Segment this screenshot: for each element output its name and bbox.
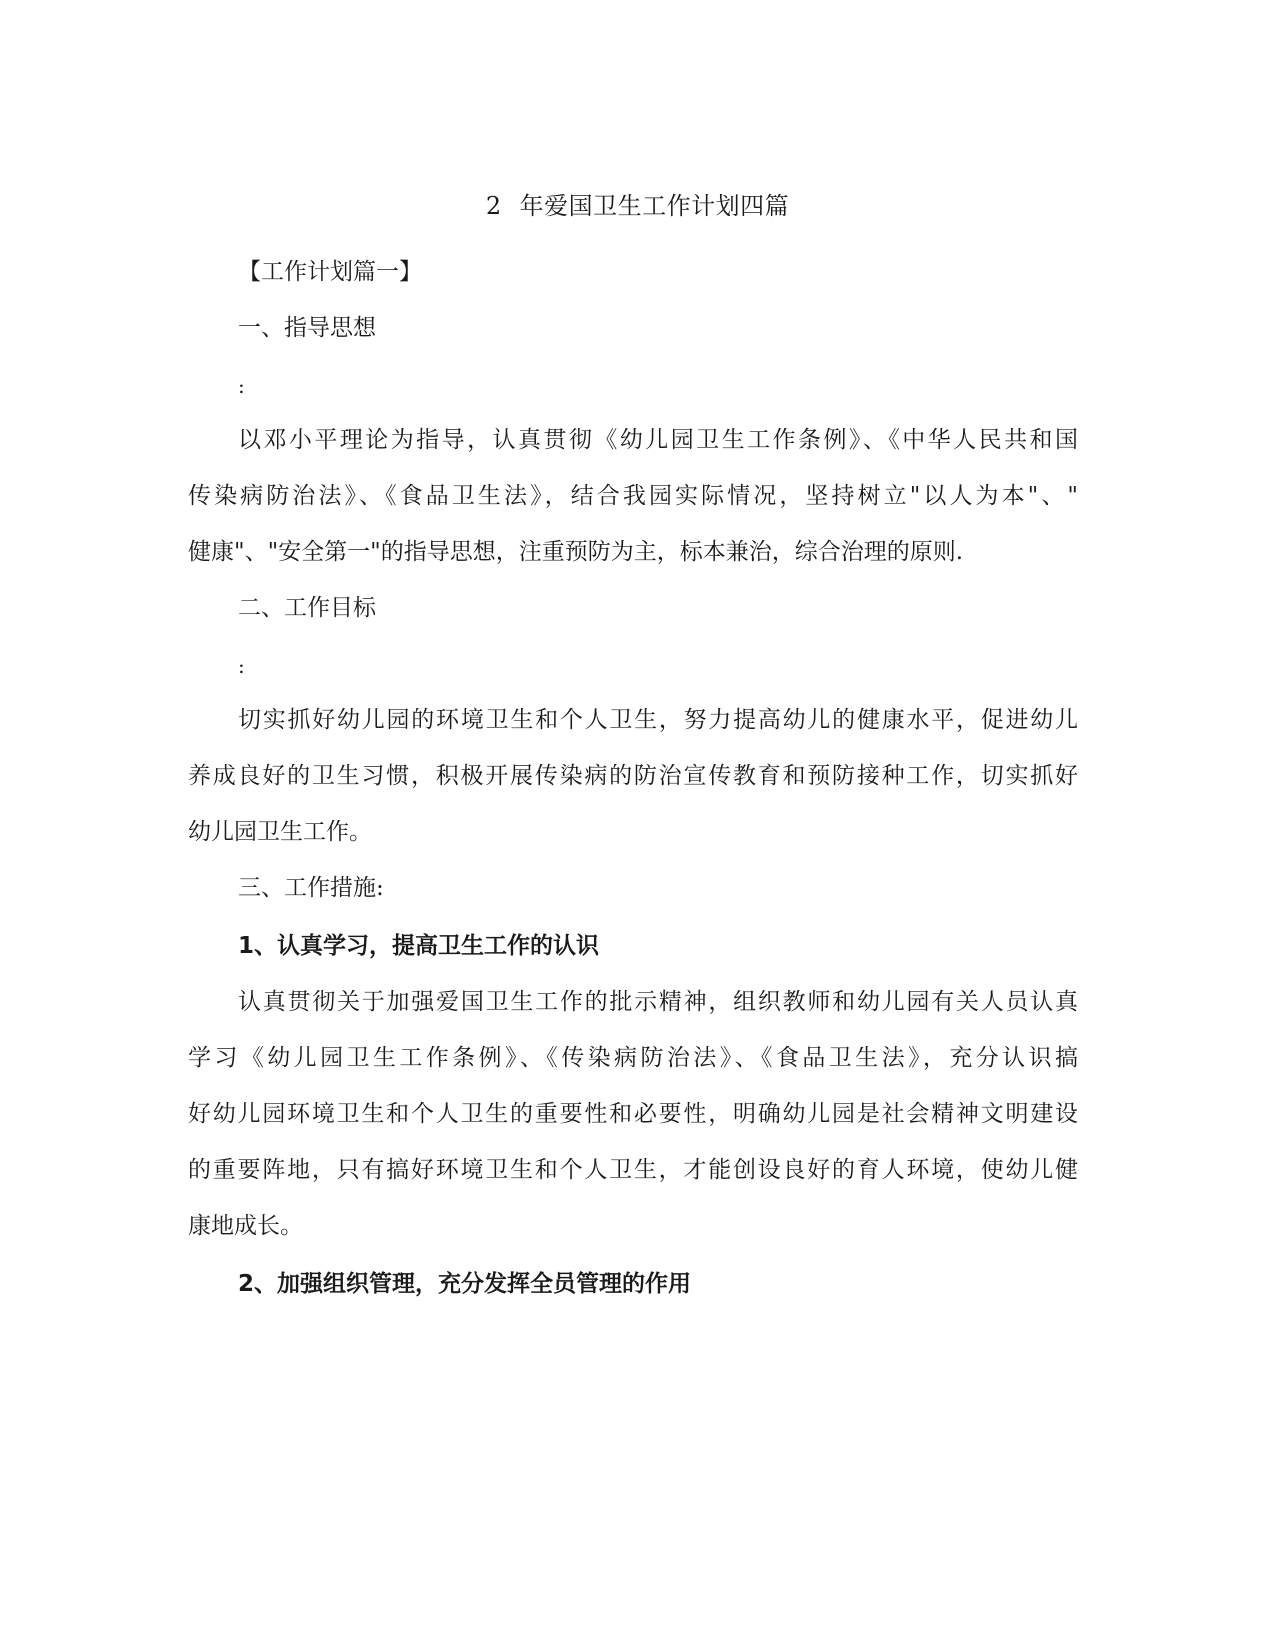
- colon-marker: :: [238, 374, 245, 398]
- paragraph-3-line-5: 康地成长。: [188, 1213, 303, 1239]
- paragraph-3-line-4: 的重要阵地，只有搞好环境卫生和个人卫生，才能创设良好的育人环境，使幼儿健: [188, 1157, 1078, 1183]
- colon-marker: :: [238, 654, 245, 678]
- paragraph-3-line-1: 认真贯彻关于加强爱国卫生工作的批示精神，组织教师和幼儿园有关人员认真: [238, 989, 1078, 1015]
- paragraph-1-line-2: 传染病防治法》、《食品卫生法》，结合我园实际情况，坚持树立"以人为本"、": [188, 483, 1078, 509]
- subheading-2: 2、加强组织管理，充分发挥全员管理的作用: [238, 1271, 692, 1297]
- section-header: 【工作计划篇一】: [238, 259, 422, 285]
- title-number: 2: [485, 192, 502, 220]
- paragraph-2-line-3: 幼儿园卫生工作。: [188, 819, 372, 845]
- heading-guiding-ideology: 一、指导思想: [238, 315, 376, 341]
- paragraph-3-line-3: 好幼儿园环境卫生和个人卫生的重要性和必要性，明确幼儿园是社会精神文明建设: [188, 1101, 1078, 1127]
- paragraph-1-line-3: 健康"、"安全第一"的指导思想，注重预防为主，标本兼治，综合治理的原则.: [188, 539, 964, 565]
- heading-work-goals: 二、工作目标: [238, 595, 376, 621]
- document-title: [0, 190, 1275, 222]
- heading-work-measures: 三、工作措施:: [238, 875, 384, 901]
- paragraph-2-line-1: 切实抓好幼儿园的环境卫生和个人卫生，努力提高幼儿的健康水平，促进幼儿: [238, 707, 1078, 733]
- paragraph-2-line-2: 养成良好的卫生习惯，积极开展传染病的防治宣传教育和预防接种工作，切实抓好: [188, 763, 1078, 789]
- paragraph-3-line-2: 学习《幼儿园卫生工作条例》、《传染病防治法》、《食品卫生法》，充分认识搞: [188, 1045, 1078, 1071]
- subheading-1: 1、认真学习，提高卫生工作的认识: [238, 933, 600, 959]
- title-text: 年爱国卫生工作计划四篇: [519, 192, 790, 220]
- paragraph-1-line-1: 以邓小平理论为指导，认真贯彻《幼儿园卫生工作条例》、《中华人民共和国: [238, 427, 1078, 453]
